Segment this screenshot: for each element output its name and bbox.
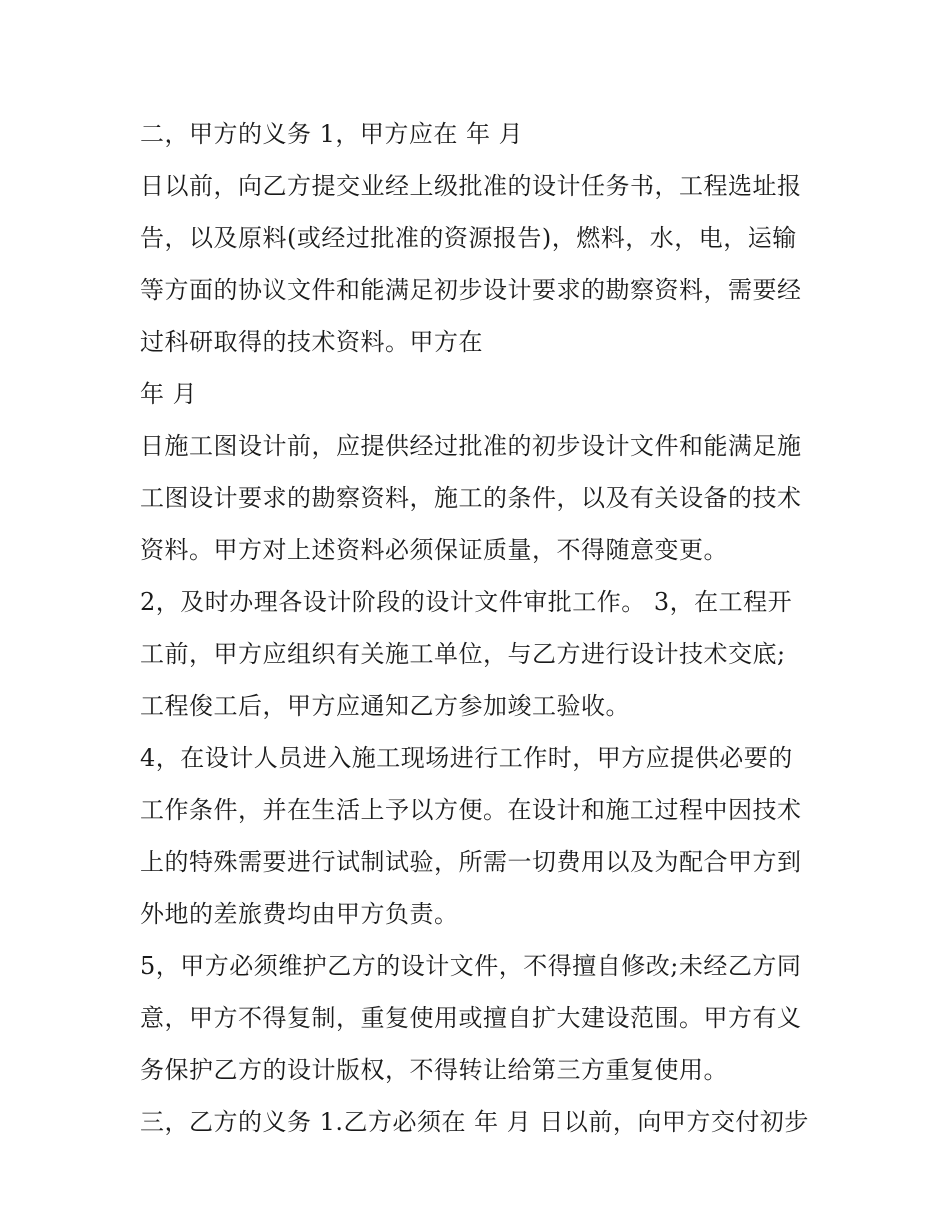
- text-line: 工程俊工后，甲方应通知乙方参加竣工验收。: [140, 692, 630, 720]
- text-line: 意，甲方不得复制，重复使用或擅自扩大建设范围。甲方有义: [140, 1004, 802, 1032]
- text-line: 2，及时办理各设计阶段的设计文件审批工作。 3，在工程开: [140, 588, 793, 616]
- document-body: [140, 108, 820, 1148]
- text-line: 工前，甲方应组织有关施工单位，与乙方进行设计技术交底;: [140, 640, 786, 668]
- text-line: 工作条件，并在生活上予以方便。在设计和施工过程中因技术: [140, 796, 802, 824]
- text-line: 告，以及原料(或经过批准的资源报告)，燃料，水，电，运输: [140, 224, 797, 252]
- text-line: 上的特殊需要进行试制试验，所需一切费用以及为配合甲方到: [140, 848, 802, 876]
- text-line: 二，甲方的义务 1，甲方应在 年 月: [140, 120, 524, 148]
- text-line: 日施工图设计前，应提供经过批准的初步设计文件和能满足施: [140, 432, 802, 460]
- text-line: 5，甲方必须维护乙方的设计文件，不得擅自修改;未经乙方同: [140, 952, 802, 980]
- text-line: 日以前，向乙方提交业经上级批准的设计任务书，工程选址报: [140, 172, 802, 200]
- text-line: 资料。甲方对上述资料必须保证质量，不得随意变更。: [140, 536, 728, 564]
- text-line: 外地的差旅费均由甲方负责。: [140, 900, 459, 928]
- text-line: 年 月: [140, 380, 198, 408]
- text-line: 三，乙方的义务 1.乙方必须在 年 月 日以前，向甲方交付初步: [140, 1108, 809, 1136]
- text-line: 工图设计要求的勘察资料，施工的条件，以及有关设备的技术: [140, 484, 802, 512]
- text-line: 务保护乙方的设计版权，不得转让给第三方重复使用。: [140, 1056, 728, 1084]
- text-line: 等方面的协议文件和能满足初步设计要求的勘察资料，需要经: [140, 276, 802, 304]
- text-line: 过科研取得的技术资料。甲方在: [140, 328, 483, 356]
- text-line: 4，在设计人员进入施工现场进行工作时，甲方应提供必要的: [140, 744, 793, 772]
